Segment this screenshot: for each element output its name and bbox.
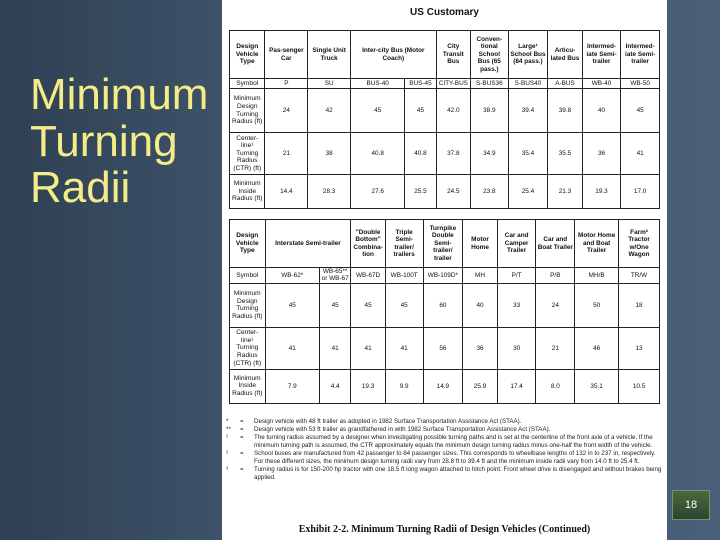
footnote-equals: = xyxy=(240,426,244,433)
table-cell: 35.5 xyxy=(548,133,582,175)
footnote-text: Design vehicle with 48 ft trailer as adopted in 1982 Surface Transportation Assistance Act (STAA). xyxy=(254,418,522,425)
table-cell: 8.0 xyxy=(536,369,575,403)
table-cell: 41 xyxy=(319,327,350,369)
row-label: Minimum Inside Radius (ft) xyxy=(230,369,266,403)
type-row xyxy=(230,220,660,268)
table-cell: 40.8 xyxy=(351,133,405,175)
table-cell: Intermed-iate Semi-trailer xyxy=(621,31,660,79)
table-cell: S-BUS40 xyxy=(508,79,548,89)
table-cell: 19.3 xyxy=(582,175,621,209)
table-cell: A-BUS xyxy=(548,79,582,89)
footnote-text: Turning radius is for 150-200 hp tractor with one 18.5 ft long wagon attached to hitch point. Front wheel drive is disengaged and without brakes being applied. xyxy=(254,466,662,481)
table-cell: 35.1 xyxy=(575,369,619,403)
table-cell: WB-100T xyxy=(385,268,423,284)
row-label: Design Vehicle Type xyxy=(230,31,265,79)
table-cell: Articu-lated Bus xyxy=(548,31,582,79)
min-radius-row xyxy=(230,89,660,133)
table-cell: S-BUS36 xyxy=(471,79,509,89)
footnote-text: The turning radius assumed by a designer when investigating possible turning paths and is set at the centerline of the front axle of a vehicle. If the minimum turning path is assumed, the CTR approximately equals the minimum design turning radius minus one-half the front width of the vehicle. xyxy=(254,434,653,449)
table-cell: P/B xyxy=(536,268,575,284)
footnote-mark: ¹ xyxy=(226,434,229,441)
table-cell: 14.9 xyxy=(423,369,463,403)
table-cell: 41 xyxy=(265,327,319,369)
table-cell: 7.9 xyxy=(265,369,319,403)
table-cell: Motor Home and Boat Trailer xyxy=(575,220,619,268)
table-cell: 18 xyxy=(619,283,660,327)
table-cell: 39.8 xyxy=(548,89,582,133)
table-cell: BUS-40 xyxy=(351,79,405,89)
table-cell: 40 xyxy=(463,283,498,327)
table-cell: 35.4 xyxy=(508,133,548,175)
table-cell: 24 xyxy=(265,89,308,133)
table-cell: 45 xyxy=(621,89,660,133)
title-line: Radii xyxy=(30,163,131,213)
row-label: Center-line¹ Turning Radius (CTR) (ft) xyxy=(230,133,265,175)
table-cell: 45 xyxy=(351,283,386,327)
table-cell: Triple Semi-trailer/ trailers xyxy=(385,220,423,268)
table-cell: 41 xyxy=(621,133,660,175)
table-cell: 24 xyxy=(536,283,575,327)
table-cell: 25.4 xyxy=(508,175,548,209)
row-label: Symbol xyxy=(230,79,265,89)
table-cell: TR/W xyxy=(619,268,660,284)
footnote-equals: = xyxy=(240,450,244,457)
table-cell: 38 xyxy=(308,133,351,175)
footnotes xyxy=(226,418,666,482)
table-cell: 39.4 xyxy=(508,89,548,133)
turning-radii-table-2 xyxy=(229,219,660,404)
table-cell: 17.4 xyxy=(497,369,536,403)
table-cell: 45 xyxy=(405,89,436,133)
type-row xyxy=(230,31,660,79)
table-cell: 45 xyxy=(319,283,350,327)
table-cell: 37.8 xyxy=(436,133,470,175)
table-cell: MH xyxy=(463,268,498,284)
table-cell: WB-65** or WB-67 xyxy=(319,268,350,284)
inside-radius-row xyxy=(230,369,660,403)
turning-radii-table-1 xyxy=(229,30,660,209)
table-cell: 21 xyxy=(536,327,575,369)
title-line: Minimum xyxy=(30,70,209,119)
table-cell: City Transit Bus xyxy=(436,31,470,79)
slide-number: 18 xyxy=(672,490,710,520)
table-cell: WB-67D xyxy=(351,268,386,284)
table-cell: 9.9 xyxy=(385,369,423,403)
footnote-equals: = xyxy=(240,418,244,425)
footnote-mark: * xyxy=(226,418,229,425)
symbol-row xyxy=(230,268,660,284)
table-cell: Turnpike Double Semi-trailer/ trailer xyxy=(423,220,463,268)
document-page xyxy=(222,0,667,540)
table-cell: 38.9 xyxy=(471,89,509,133)
footnote xyxy=(226,450,666,466)
table-cell: 34.9 xyxy=(471,133,509,175)
row-label: Center-line¹ Turning Radius (CTR) (ft) xyxy=(230,327,266,369)
table-cell: Single Unit Truck xyxy=(308,31,351,79)
footnote-mark: ² xyxy=(226,450,229,457)
table-cell: 24.5 xyxy=(436,175,470,209)
table-cell: Large¹ School Bus (84 pass.) xyxy=(508,31,548,79)
table-cell: SU xyxy=(308,79,351,89)
footnote-mark: ³ xyxy=(226,466,229,473)
table-cell: 40.8 xyxy=(405,133,436,175)
table-cell: Car and Boat Trailer xyxy=(536,220,575,268)
table-cell: CITY-BUS xyxy=(436,79,470,89)
table-cell: 28.3 xyxy=(308,175,351,209)
table-cell: 13 xyxy=(619,327,660,369)
exhibit-caption: Exhibit 2-2. Minimum Turning Radii of Design Vehicles (Continued) xyxy=(298,524,591,535)
table-cell: 25.5 xyxy=(405,175,436,209)
table-cell: P/T xyxy=(497,268,536,284)
table-cell: P xyxy=(265,79,308,89)
row-label: Minimum Design Turning Radius (ft) xyxy=(230,89,265,133)
table-cell: 19.3 xyxy=(351,369,386,403)
footnote-mark: ** xyxy=(226,426,231,433)
table-cell: 36 xyxy=(582,133,621,175)
table-cell: 33 xyxy=(497,283,536,327)
table-cell: 21 xyxy=(265,133,308,175)
table-cell: Pas-senger Car xyxy=(265,31,308,79)
table-cell: WB-50 xyxy=(621,79,660,89)
table-cell: 41 xyxy=(351,327,386,369)
table-cell: Interstate Semi-trailer xyxy=(265,220,351,268)
footnote-equals: = xyxy=(240,466,244,473)
min-radius-row xyxy=(230,283,660,327)
footnote xyxy=(226,418,666,426)
table-cell: 4.4 xyxy=(319,369,350,403)
table-cell: Conven-tional School Bus (65 pass.) xyxy=(471,31,509,79)
table-cell: 23.8 xyxy=(471,175,509,209)
table-cell: 50 xyxy=(575,283,619,327)
units-heading: US Customary xyxy=(410,7,479,18)
table-cell: 27.6 xyxy=(351,175,405,209)
table-cell: 25.9 xyxy=(463,369,498,403)
slide-title xyxy=(30,72,220,212)
table-cell: 21.3 xyxy=(548,175,582,209)
table-cell: 45 xyxy=(351,89,405,133)
table-cell: WB-40 xyxy=(582,79,621,89)
ctr-row xyxy=(230,133,660,175)
table-cell: 56 xyxy=(423,327,463,369)
footnote xyxy=(226,426,666,434)
row-label: Minimum Inside Radius (ft) xyxy=(230,175,265,209)
footnote-equals: = xyxy=(240,434,244,441)
footnote-text: School buses are manufactured from 42 passenger to 84 passenger sizes. This corresponds to wheelbase lengths of 132 in to 237 in, respectively. For these different sizes, the minimum design turning radii vary from 28.8 ft to 39.4 ft and the minimum inside radii vary from 14.0 ft to 25.4 ft. xyxy=(254,450,656,465)
table-cell: 60 xyxy=(423,283,463,327)
ctr-row xyxy=(230,327,660,369)
table-cell: Intermed-iate Semi-trailer xyxy=(582,31,621,79)
table-cell: WB-62* xyxy=(265,268,319,284)
table-cell: 30 xyxy=(497,327,536,369)
table-cell: 46 xyxy=(575,327,619,369)
symbol-row xyxy=(230,79,660,89)
row-label: Symbol xyxy=(230,268,266,284)
table-cell: WB-109D* xyxy=(423,268,463,284)
footnote xyxy=(226,466,666,482)
inside-radius-row xyxy=(230,175,660,209)
title-line: Turning xyxy=(30,116,178,166)
table-cell: 17.0 xyxy=(621,175,660,209)
table-cell: 40 xyxy=(582,89,621,133)
footnote-text: Design vehicle with 53 ft trailer as grandfathered in with 1982 Surface Transportation Assistance Act (STAA). xyxy=(254,426,551,433)
row-label: Minimum Design Turning Radius (ft) xyxy=(230,283,266,327)
table-cell: BUS-45 xyxy=(405,79,436,89)
table-cell: Inter-city Bus (Motor Coach) xyxy=(351,31,437,79)
footnote xyxy=(226,434,666,450)
table-cell: 45 xyxy=(385,283,423,327)
row-label: Design Vehicle Type xyxy=(230,220,266,268)
table-cell: 14.4 xyxy=(265,175,308,209)
table-cell: MH/B xyxy=(575,268,619,284)
table-cell: 41 xyxy=(385,327,423,369)
table-cell: Car and Camper Trailer xyxy=(497,220,536,268)
table-cell: Motor Home xyxy=(463,220,498,268)
table-cell: 10.5 xyxy=(619,369,660,403)
table-cell: 45 xyxy=(265,283,319,327)
table-cell: 42.0 xyxy=(436,89,470,133)
table-cell: Farm² Tractor w/One Wagon xyxy=(619,220,660,268)
table-cell: 36 xyxy=(463,327,498,369)
table-cell: 42 xyxy=(308,89,351,133)
table-cell: "Double Bottom" Combina-tion xyxy=(351,220,386,268)
